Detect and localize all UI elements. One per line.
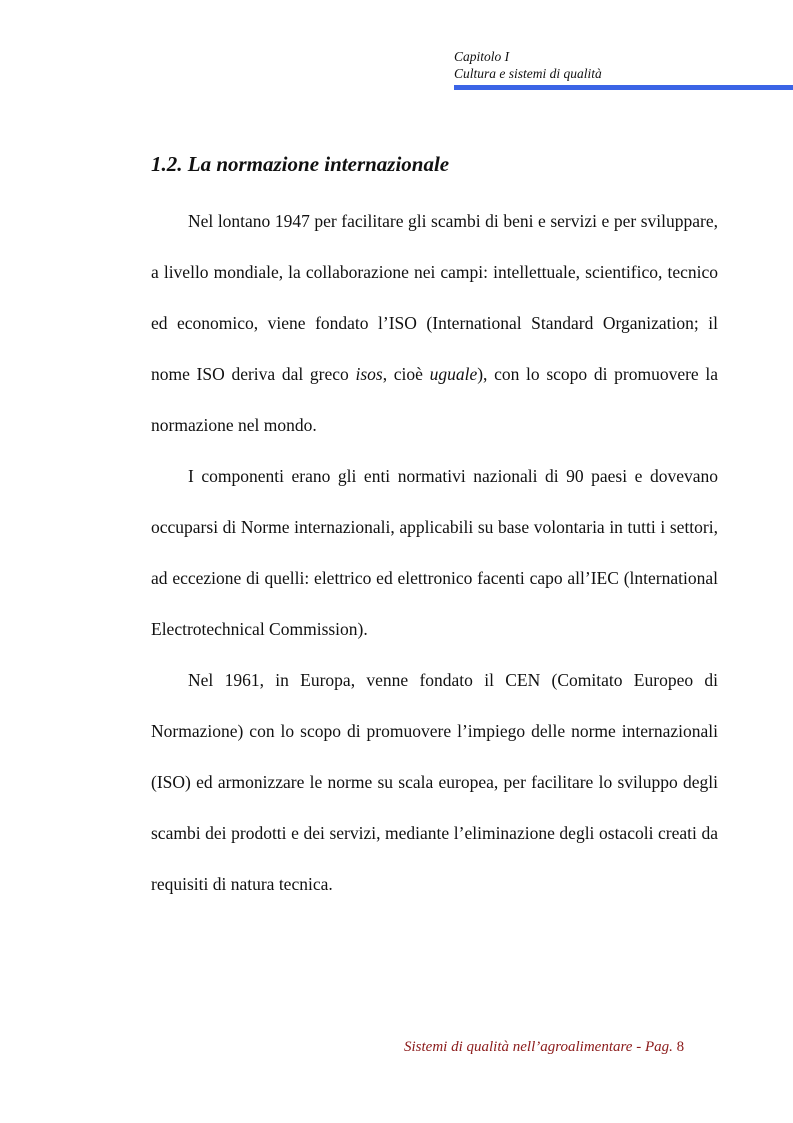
- p1-text-middle: , cioè: [382, 364, 430, 384]
- p1-text-end: ), con lo scopo di promuovere la normazione nel mondo.: [151, 364, 719, 435]
- paragraph-2: I componenti erano gli enti normativi nazionali di 90 paesi e dovevano occuparsi di Norme internazionali, applicabili su base volontaria in tutti i settori, ad eccezione di quelli: elettrico ed elettronico facenti capo all’IEC (lnternational Electrotechnical Commission).: [151, 466, 718, 639]
- paragraph-1: [151, 196, 718, 451]
- paragraph-3: Nel 1961, in Europa, venne fondato il CEN (Comitato Europeo di Normazione) con lo scopo di promuovere l’impiego delle norme internazionali (ISO) ed armonizzare le norme su scala europea, per facilitare lo sviluppo degli scambi dei prodotti e dei servizi, mediante l’eliminazione degli ostacoli creati da requisiti di natura tecnica.: [151, 670, 718, 894]
- running-header: [454, 48, 602, 82]
- footer-label: Sistemi di qualità nell’agroalimentare - Pag.: [404, 1039, 673, 1055]
- body-text: [151, 196, 718, 910]
- p1-term-uguale: uguale: [429, 364, 478, 384]
- header-subtitle: Cultura e sistemi di qualità: [454, 66, 602, 81]
- header-chapter: Capitolo I: [454, 49, 510, 64]
- p1-text-start: Nel lontano 1947 per facilitare gli scambi di beni e servizi e per sviluppare, a livello mondiale, la collaborazione nei campi: intellettuale, scientifico, tecnico ed economico, viene fondato l’ISO (International Standard Organization; il nome ISO deriva dal greco: [151, 211, 718, 384]
- header-rule: [454, 85, 793, 90]
- page-number: 8: [676, 1039, 685, 1055]
- page-footer: [404, 1039, 684, 1056]
- p1-term-isos: isos: [355, 364, 383, 384]
- section-title: 1.2. La normazione internazionale: [151, 152, 450, 176]
